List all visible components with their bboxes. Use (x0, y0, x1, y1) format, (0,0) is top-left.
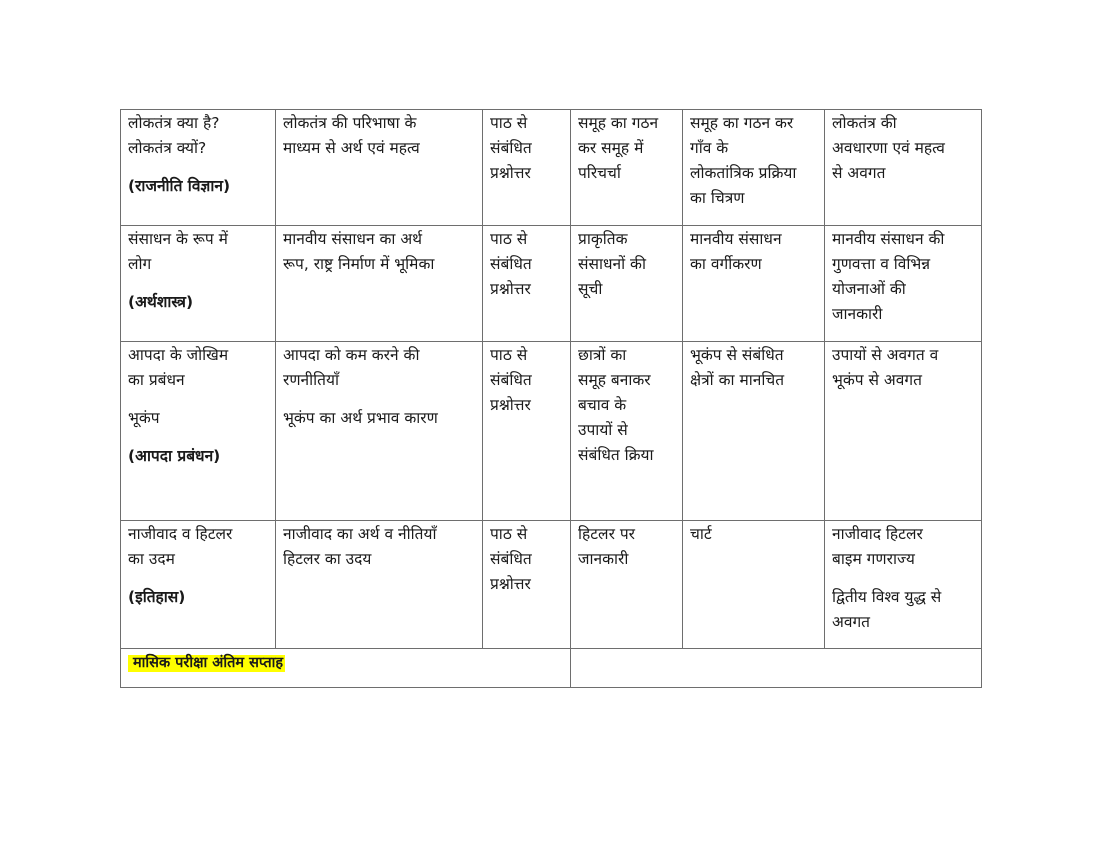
cell-learning-outcome (825, 110, 982, 226)
cell-text-line: लोकतंत्र क्या है? (128, 114, 220, 132)
cell-text-line: सूची (578, 280, 603, 298)
cell-content (276, 226, 483, 342)
cell-group-activity (571, 521, 683, 649)
cell-text-line: नाजीवाद हिटलर (832, 525, 923, 543)
cell-empty (571, 649, 982, 688)
cell-text-line: अवधारणा एवं महत्व (832, 139, 945, 157)
cell-project-work (683, 110, 825, 226)
paragraph-gap (128, 393, 269, 406)
cell-text-line: हिटलर पर (578, 525, 635, 543)
cell-group-activity (571, 110, 683, 226)
cell-text-line: पाठ से (490, 230, 528, 248)
cell-text-line: का चित्रण (690, 189, 745, 207)
cell-text-line: समूह का गठन (578, 114, 659, 132)
paragraph-gap (128, 431, 269, 444)
cell-project-work (683, 226, 825, 342)
cell-activity-qa (483, 226, 571, 342)
table-row (121, 342, 982, 521)
cell-text-line: माध्यम से अर्थ एवं महत्व (283, 139, 420, 157)
cell-text-line: लोग (128, 255, 152, 273)
cell-text-line: से अवगत (832, 164, 886, 182)
cell-topic (121, 342, 276, 521)
cell-activity-qa (483, 521, 571, 649)
paragraph-gap (283, 393, 476, 406)
cell-text-line: आपदा को कम करने की (283, 346, 420, 364)
cell-text-line: रूप, राष्ट्र निर्माण में भूमिका (283, 255, 435, 273)
cell-text-line: उपायों से अवगत व (832, 346, 939, 364)
cell-text-line: लोकतंत्र क्यों? (128, 139, 207, 157)
cell-text-line: मानवीय संसाधन (690, 230, 782, 248)
table-row (121, 521, 982, 649)
paragraph-gap (128, 161, 269, 174)
cell-text-line: लोकतंत्र की परिभाषा के (283, 114, 417, 132)
cell-text-line: संबंधित (490, 550, 532, 568)
cell-text-line: प्रश्नोत्तर (490, 575, 531, 593)
cell-text-line: गुणवत्ता व विभिन्न (832, 255, 931, 273)
cell-project-work (683, 342, 825, 521)
cell-text-line: जानकारी (578, 550, 629, 568)
cell-text-line: नाजीवाद का अर्थ व नीतियाँ (283, 525, 437, 543)
cell-text-line: संबंधित (490, 371, 532, 389)
cell-topic (121, 521, 276, 649)
cell-text-line: रणनीतियाँ (283, 371, 340, 389)
cell-text-line: का उदम (128, 550, 175, 568)
cell-text-line: हिटलर का उदय (283, 550, 372, 568)
cell-text-line: कर समूह में (578, 139, 644, 157)
cell-text-line: प्रश्नोत्तर (490, 164, 531, 182)
paragraph-gap (128, 572, 269, 585)
cell-content (276, 110, 483, 226)
table-row (121, 226, 982, 342)
exam-note-highlight: मासिक परीक्षा अंतिम सप्ताह (128, 655, 285, 672)
cell-group-activity (571, 342, 683, 521)
table-row-footer (121, 649, 982, 688)
cell-text-line: भूकंप का अर्थ प्रभाव कारण (283, 409, 438, 427)
cell-exam-note (121, 649, 571, 688)
cell-text-line: बाइम गणराज्य (832, 550, 915, 568)
cell-text-line: मानवीय संसाधन का अर्थ (283, 230, 423, 248)
cell-topic (121, 226, 276, 342)
cell-text-line: भूकंप (128, 409, 160, 427)
cell-text-line: उपायों से (578, 421, 628, 439)
cell-text-line: का प्रबंधन (128, 371, 185, 389)
table-body (121, 110, 982, 688)
cell-text-line: प्राकृतिक (578, 230, 628, 248)
cell-text-line: क्षेत्रों का मानचित (690, 371, 785, 389)
cell-text-line: मानवीय संसाधन की (832, 230, 945, 248)
cell-learning-outcome (825, 226, 982, 342)
cell-text-line: योजनाओं की (832, 280, 906, 298)
cell-text-line: प्रश्नोत्तर (490, 396, 531, 414)
cell-text-line: संसाधन के रूप में (128, 230, 228, 248)
cell-learning-outcome (825, 342, 982, 521)
cell-group-activity (571, 226, 683, 342)
cell-text-line: गाँव के (690, 139, 729, 157)
subject-label: (अर्थशास्त्र) (128, 293, 194, 311)
cell-text-line: चार्ट (690, 525, 712, 543)
lesson-plan-table (120, 109, 982, 688)
cell-text-line: आपदा के जोखिम (128, 346, 229, 364)
cell-text-line: पाठ से (490, 346, 528, 364)
cell-text-line: प्रश्नोत्तर (490, 280, 531, 298)
cell-content (276, 521, 483, 649)
cell-content (276, 342, 483, 521)
paragraph-gap (128, 277, 269, 290)
paragraph-gap (832, 572, 975, 585)
cell-text-line: बचाव के (578, 396, 627, 414)
cell-text-line: जानकारी (832, 305, 883, 323)
table-row (121, 110, 982, 226)
cell-text-line: छात्रों का (578, 346, 627, 364)
cell-text-line: संबंधित (490, 139, 532, 157)
cell-project-work (683, 521, 825, 649)
subject-label: (इतिहास) (128, 588, 186, 606)
cell-text-line: लोकतांत्रिक प्रक्रिया (690, 164, 797, 182)
cell-text-line: संसाधनों की (578, 255, 646, 273)
cell-learning-outcome (825, 521, 982, 649)
cell-text-line: संबंधित क्रिया (578, 446, 654, 464)
cell-text-line: भूकंप से संबंधित (690, 346, 784, 364)
cell-text-line: भूकंप से अवगत (832, 371, 922, 389)
cell-topic (121, 110, 276, 226)
cell-text-line: का वर्गीकरण (690, 255, 762, 273)
cell-text-line: द्वितीय विश्व युद्ध से (832, 588, 942, 606)
cell-text-line: पाठ से (490, 114, 528, 132)
subject-label: (आपदा प्रबंधन) (128, 447, 221, 465)
cell-activity-qa (483, 342, 571, 521)
cell-text-line: नाजीवाद व हिटलर (128, 525, 233, 543)
cell-text-line: अवगत (832, 613, 871, 631)
cell-text-line: पाठ से (490, 525, 528, 543)
cell-text-line: लोकतंत्र की (832, 114, 897, 132)
cell-activity-qa (483, 110, 571, 226)
cell-text-line: समूह बनाकर (578, 371, 651, 389)
cell-text-line: समूह का गठन कर (690, 114, 794, 132)
cell-text-line: संबंधित (490, 255, 532, 273)
subject-label: (राजनीति विज्ञान) (128, 177, 231, 195)
cell-text-line: परिचर्चा (578, 164, 621, 182)
